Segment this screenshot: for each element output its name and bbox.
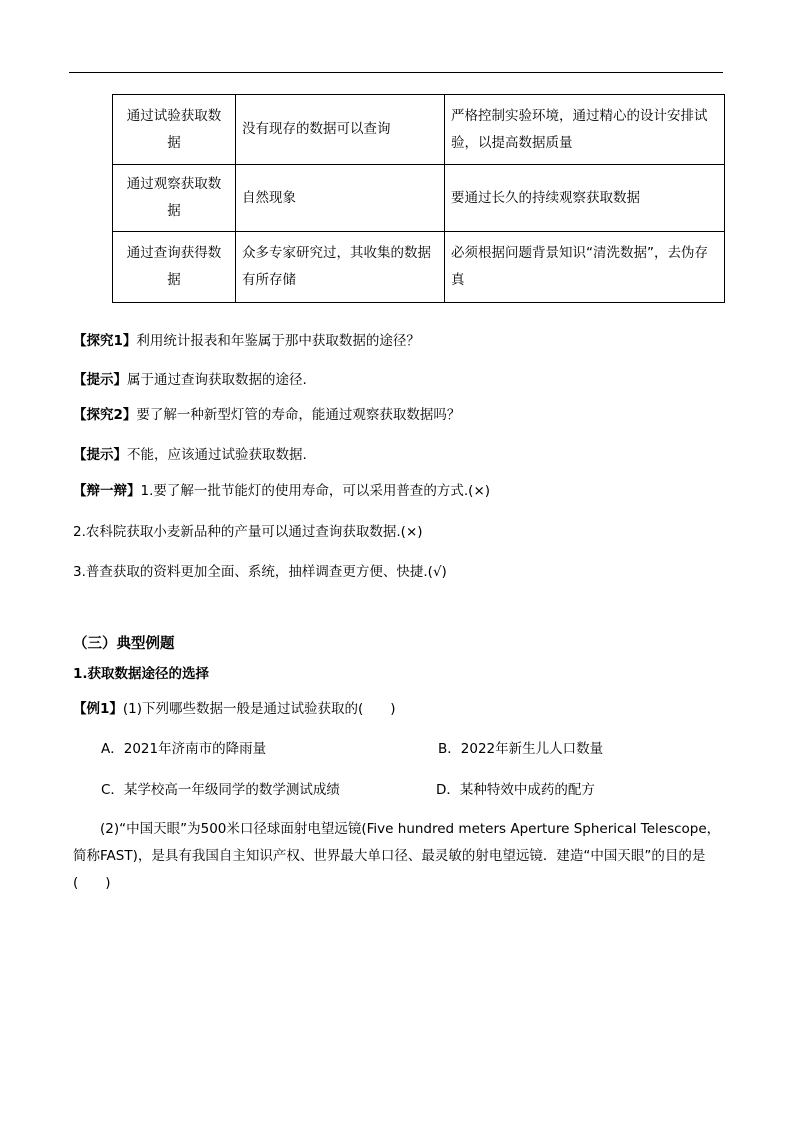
feature-cell: 没有现存的数据可以查询 — [236, 95, 445, 165]
note-cell: 要通过长久的持续观察获取数据 — [445, 165, 725, 232]
hint-1-tag: 【提示】 — [73, 372, 127, 388]
hint-2 — [73, 445, 307, 465]
note-cell: 必须根据问题背景知识“清洗数据”，去伪存真 — [445, 232, 725, 303]
example-1-q1-text: (1)下列哪些数据一般是通过试验获取的( ) — [122, 701, 396, 717]
explore-2-tag: 【探究2】 — [73, 407, 137, 423]
example-1-question-2 — [73, 816, 733, 897]
example-1-tag: 【例1】 — [73, 701, 123, 717]
debate-tag: 【辩一辩】 — [73, 483, 141, 499]
feature-cell: 自然现象 — [236, 165, 445, 232]
explore-1 — [73, 331, 420, 351]
note-cell: 严格控制实验环境，通过精心的设计安排试验，以提高数据质量 — [445, 95, 725, 165]
option-c: C．某学校高一年级同学的数学测试成绩 — [101, 782, 340, 798]
explore-1-tag: 【探究1】 — [73, 333, 137, 349]
hint-2-tag: 【提示】 — [73, 447, 127, 463]
header-rule — [69, 72, 723, 73]
table-row — [113, 232, 725, 303]
debate-item-1 — [73, 481, 490, 501]
example-1-question-1 — [73, 699, 396, 719]
table-row — [113, 95, 725, 165]
method-cell: 通过试验获取数据 — [113, 95, 236, 165]
table-row — [113, 165, 725, 232]
hint-1-text: 属于通过查询获取数据的途径. — [127, 372, 307, 388]
feature-cell: 众多专家研究过，其收集的数据有所存储 — [236, 232, 445, 303]
option-d: D．某种特效中成药的配方 — [436, 782, 595, 798]
option-b: B．2022年新生儿人口数量 — [438, 741, 604, 757]
option-a: A．2021年济南市的降雨量 — [101, 741, 267, 757]
hint-2-text: 不能，应该通过试验获取数据. — [127, 447, 307, 463]
explore-1-text: 利用统计报表和年鉴属于那中获取数据的途径？ — [136, 333, 420, 349]
debate-item-3: 3.普查获取的资料更加全面、系统，抽样调查更方便、快捷.(√) — [73, 564, 447, 580]
explore-2 — [73, 405, 460, 425]
debate-item-1-text: 1.要了解一批节能灯的使用寿命，可以采用普查的方式.(×) — [140, 483, 491, 499]
method-cell: 通过查询获得数据 — [113, 232, 236, 303]
example-1-q2-text: (2)“中国天眼”为500米口径球面射电望远镜(Five hundred meters Aperture Spherical Telescope，简称FAST)，是具有我国自主知识产权、世界最大单口径、最灵敏的射电望远镜．建造“中国天眼”的目的是( ) — [73, 821, 721, 891]
section-subtitle: 1.获取数据途径的选择 — [73, 666, 210, 682]
explore-2-text: 要了解一种新型灯管的寿命，能通过观察获取数据吗？ — [136, 407, 461, 423]
debate-item-2: 2.农科院获取小麦新品种的产量可以通过查询获取数据.(×) — [73, 524, 423, 540]
data-methods-table — [112, 94, 725, 303]
method-cell: 通过观察获取数据 — [113, 165, 236, 232]
section-title: （三）典型例题 — [73, 636, 175, 652]
hint-1 — [73, 370, 307, 390]
